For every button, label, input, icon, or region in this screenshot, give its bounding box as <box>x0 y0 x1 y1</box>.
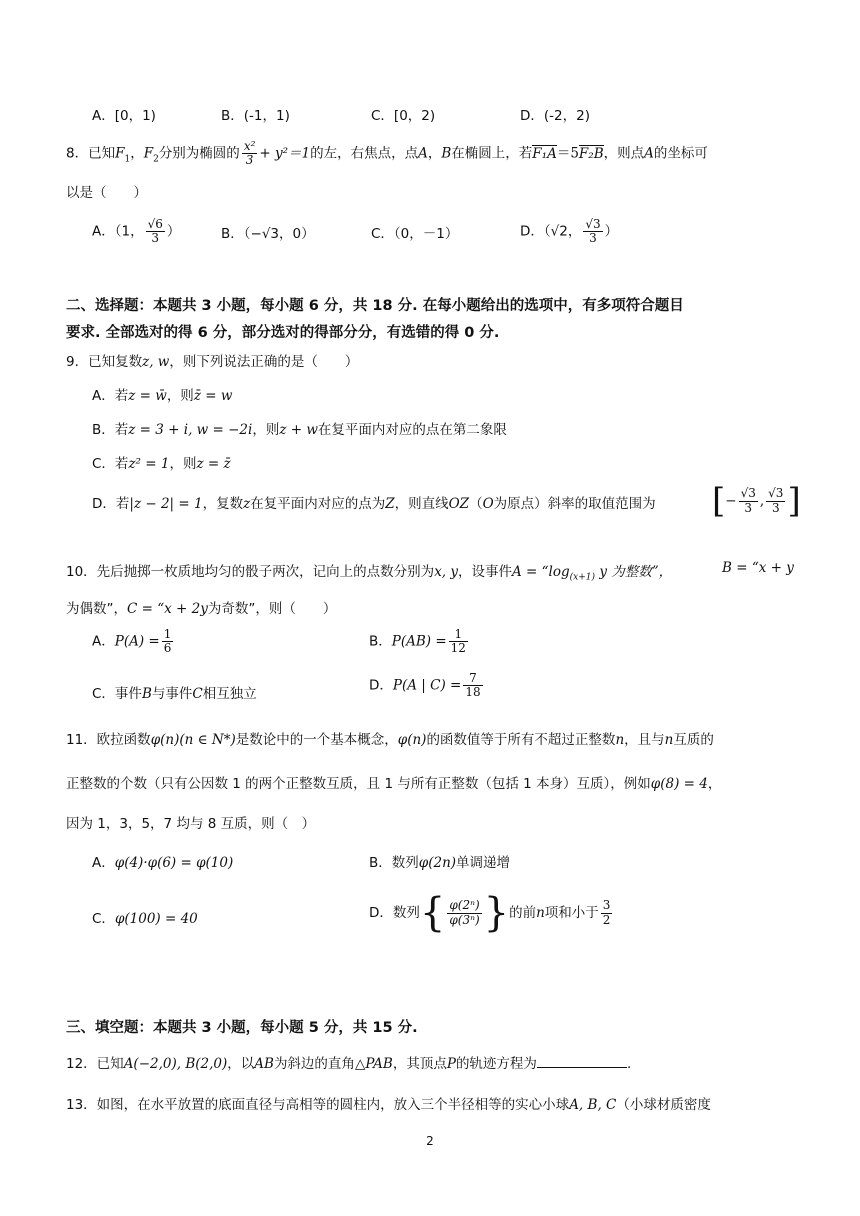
fraction <box>463 672 482 699</box>
text: 是数论中的一个基本概念， <box>235 732 398 748</box>
text: D．数列 <box>369 905 420 921</box>
q7-option-b: B．(-1，1) <box>221 108 290 124</box>
fraction <box>146 218 165 245</box>
math: z̄ = w <box>193 388 233 404</box>
text: B． <box>369 633 392 650</box>
text: ， <box>707 776 722 792</box>
math: z² = 1 <box>128 456 170 472</box>
math: OZ <box>448 496 470 512</box>
text: 的左，右焦点，点 <box>310 145 419 162</box>
text: 单调递增 <box>456 855 511 871</box>
text: ，且与 <box>624 732 665 748</box>
page-number: 2 <box>426 1134 434 1148</box>
text: A． <box>92 633 115 650</box>
q10-stem-line1 <box>66 560 672 583</box>
q11-option-d <box>369 890 614 936</box>
fraction-numerator: 1 <box>163 627 172 641</box>
math-sub: 1 <box>124 154 131 165</box>
math: P <box>446 1056 456 1072</box>
math: A(−2,0), B(2,0) <box>123 1056 228 1072</box>
text: 的坐标可 <box>653 145 708 162</box>
q11-option-a <box>92 851 233 871</box>
question-number: 8． <box>66 145 89 162</box>
text: ，则 <box>252 422 280 438</box>
fraction-numerator: 3 <box>602 898 611 913</box>
fraction <box>766 487 785 514</box>
math-point: A <box>418 145 428 162</box>
fraction-denominator: 2 <box>602 912 611 927</box>
math-f2: F <box>143 145 154 162</box>
math: A, B, C <box>569 1097 617 1113</box>
q8-option-d <box>520 218 618 245</box>
text: 为斜边的直角 <box>273 1056 355 1072</box>
q7-option-a: A．[0，1) <box>92 108 156 124</box>
text: ， <box>427 145 442 162</box>
text: 为偶数”， <box>66 601 127 617</box>
text: ，则 <box>169 456 197 472</box>
fraction-denominator: 6 <box>163 641 172 656</box>
comma: , <box>759 493 765 509</box>
math: B = “x + y <box>722 560 794 576</box>
text: 13．如图，在水平放置的底面直径与高相等的圆柱内，放入三个半径相等的实心小球 <box>66 1097 570 1113</box>
math: φ(100) = 40 <box>114 911 198 927</box>
q11-option-b <box>369 851 510 871</box>
text: ） <box>604 223 619 240</box>
text: ， <box>130 145 144 162</box>
fraction-numerator: x² <box>243 139 256 153</box>
fraction-denominator: 3 <box>744 500 753 515</box>
fraction <box>739 487 758 514</box>
text: 11．欧拉函数 <box>66 732 151 748</box>
text: 的前 <box>509 905 537 921</box>
text: 互质的 <box>673 732 714 748</box>
q9-stem <box>66 350 358 370</box>
q7-option-d: D．(-2，2) <box>520 108 590 124</box>
text: D．若 <box>92 496 130 512</box>
section2-heading-line1: 二、选择题：本题共 3 小题，每小题 6 分，共 18 分. 在每小题给出的选项中，有多项符合题目 <box>66 298 684 314</box>
q10-option-b <box>369 628 470 655</box>
text: 为原点）斜率的取值范围为 <box>493 496 656 512</box>
text: ，则点 <box>603 145 645 162</box>
q8-stem-line2: 以是（ ） <box>66 185 147 201</box>
fraction-numerator: √3 <box>740 486 756 501</box>
text: D． <box>369 677 393 694</box>
math: z = 3 + i, w = −2i <box>128 422 253 438</box>
range-box <box>712 481 801 521</box>
text: 为奇数”，则（ ） <box>207 601 337 617</box>
math: C = “x + 2y <box>127 601 208 617</box>
math: x, y <box>434 564 459 580</box>
math: C <box>192 686 203 702</box>
text: 的函数值等于所有不超过正整数 <box>426 732 616 748</box>
math-point: B <box>441 145 452 162</box>
text: ，则下列说法正确的是（ ） <box>169 354 359 370</box>
q8-stem-line1 <box>66 140 708 167</box>
right-brace: } <box>483 890 510 936</box>
text: 相互独立 <box>202 686 257 702</box>
q11-option-c <box>92 907 198 927</box>
fraction-numerator: √3 <box>768 486 784 501</box>
text: 在椭圆上，若 <box>451 145 533 162</box>
text: （ <box>469 496 483 512</box>
q8-option-b: B．（−√3，0） <box>221 226 315 242</box>
text: ，其顶点 <box>392 1056 447 1072</box>
q9-option-d <box>92 492 656 512</box>
text: 正整数的个数（只有公因数 1 的两个正整数互质，且 1 与所有正整数（包括 1 本身）互质），例如 <box>66 776 651 792</box>
math: z + w <box>279 422 318 438</box>
text: B．数列 <box>369 855 419 871</box>
fraction-denominator: 3 <box>245 153 254 168</box>
text: ，则 <box>166 388 194 404</box>
left-bracket: [ <box>712 481 726 521</box>
text: 在复平面内对应的点在第二象限 <box>317 422 507 438</box>
math-f1: F <box>115 145 125 162</box>
fraction <box>449 628 468 655</box>
text: 在复平面内对应的点为 <box>250 496 386 512</box>
math: φ(n)(n ∈ N*) <box>150 732 236 748</box>
math: φ(2n) <box>418 855 457 871</box>
q10-stem-line2 <box>66 597 336 617</box>
text: ，复数 <box>202 496 244 512</box>
text: 已知 <box>88 145 116 162</box>
fraction <box>162 628 174 655</box>
text: ，设事件 <box>458 564 513 580</box>
math: A = “log <box>512 564 570 580</box>
math: B <box>141 686 152 702</box>
text: D．（√2， <box>520 223 582 240</box>
section3-heading: 三、填空题：本题共 3 小题，每小题 5 分，共 15 分. <box>66 1020 418 1036</box>
math-eq: ＝5 <box>556 145 579 162</box>
vector-f1a: F₁A <box>532 145 557 162</box>
q12-stem <box>66 1052 631 1072</box>
q13-stem <box>66 1093 711 1113</box>
fraction <box>447 899 481 926</box>
math: z = z̄ <box>196 456 231 472</box>
q7-option-c: C．[0，2) <box>371 108 436 124</box>
math-point: A <box>644 145 654 162</box>
math: y 为整数”， <box>595 564 673 580</box>
math: φ(n) <box>397 732 427 748</box>
math: z <box>243 496 251 512</box>
text: C．事件 <box>92 686 142 702</box>
text: A．若 <box>92 388 129 404</box>
math: φ(4)·φ(6) = φ(10) <box>114 855 234 871</box>
text: ，则直线 <box>394 496 449 512</box>
text: （小球材质密度 <box>616 1097 711 1113</box>
left-brace: { <box>419 890 446 936</box>
fraction-numerator: φ(2ⁿ) <box>449 898 480 913</box>
q8-option-c: C．（0，－1） <box>371 226 459 242</box>
q9-option-c <box>92 452 231 472</box>
math: O <box>482 496 494 512</box>
text: B．若 <box>92 422 129 438</box>
fraction <box>601 899 613 926</box>
text: 与事件 <box>151 686 193 702</box>
sequence-braces <box>419 890 510 936</box>
q10-option-c <box>92 682 257 702</box>
text: 分别为椭圆的 <box>158 145 240 162</box>
fraction-numerator: √3 <box>585 217 601 231</box>
math: z = w̄ <box>128 388 167 404</box>
q8-option-a <box>92 218 180 245</box>
math: AB <box>254 1056 274 1072</box>
text: C．若 <box>92 456 129 472</box>
q10-option-d <box>369 672 485 699</box>
q9-slope-range <box>712 481 801 521</box>
right-bracket: ] <box>787 481 801 521</box>
text: C． <box>92 911 115 927</box>
math-ellipse-rest: + y²＝1 <box>259 145 311 162</box>
math: Z <box>385 496 395 512</box>
text: A． <box>92 855 115 871</box>
text: A．（1， <box>92 223 144 240</box>
q9-option-a <box>92 384 232 404</box>
q11-stem-line3: 因为 1，3，5，7 均与 8 互质，则（ ） <box>66 816 316 832</box>
fraction-numerator: 7 <box>463 672 482 686</box>
text: 12．已知 <box>66 1056 124 1072</box>
math-vars: z, w <box>142 354 170 370</box>
math: n <box>664 732 674 748</box>
q9-option-b <box>92 418 507 438</box>
q11-stem-line2 <box>66 772 721 792</box>
fraction-numerator: 1 <box>449 628 468 642</box>
math: P(A | C) = <box>392 677 462 694</box>
fraction-denominator: 12 <box>450 641 466 656</box>
answer-blank[interactable] <box>537 1053 627 1068</box>
fraction-denominator: 3 <box>589 231 597 246</box>
math-sub: 2 <box>153 154 159 165</box>
math: △PAB <box>354 1056 393 1072</box>
section2-heading-line2: 要求. 全部选对的得 6 分，部分选对的得部分分，有选错的得 0 分. <box>66 325 500 341</box>
text: . <box>626 1056 632 1072</box>
math: P(A) = <box>114 633 160 650</box>
fraction-numerator: √6 <box>147 217 163 231</box>
math: P(AB) = <box>391 633 447 650</box>
text: 9．已知复数 <box>66 354 143 370</box>
math: φ(8) = 4 <box>650 776 708 792</box>
text: ，以 <box>227 1056 255 1072</box>
math-sub: (x+1) <box>569 572 596 583</box>
fraction-denominator: 3 <box>151 231 160 246</box>
q10-event-b <box>722 560 794 576</box>
vector-f2b: F₂B <box>578 145 604 162</box>
math: n <box>615 732 625 748</box>
text: 的轨迹方程为 <box>455 1056 537 1072</box>
math: n <box>536 905 545 921</box>
q10-option-a <box>92 628 175 655</box>
text: 10．先后抛掷一枚质地均匀的骰子两次，记向上的点数分别为 <box>66 564 435 580</box>
fraction <box>583 218 602 245</box>
math: |z − 2| = 1 <box>129 496 203 512</box>
ellipse-fraction <box>242 140 258 167</box>
text: 项和小于 <box>544 905 599 921</box>
fraction-denominator: φ(3ⁿ) <box>449 912 480 927</box>
minus-sign: − <box>725 493 737 509</box>
fraction-denominator: 3 <box>771 500 780 515</box>
q11-stem-line1 <box>66 728 714 748</box>
fraction-denominator: 18 <box>465 685 481 700</box>
text: ） <box>166 223 181 240</box>
